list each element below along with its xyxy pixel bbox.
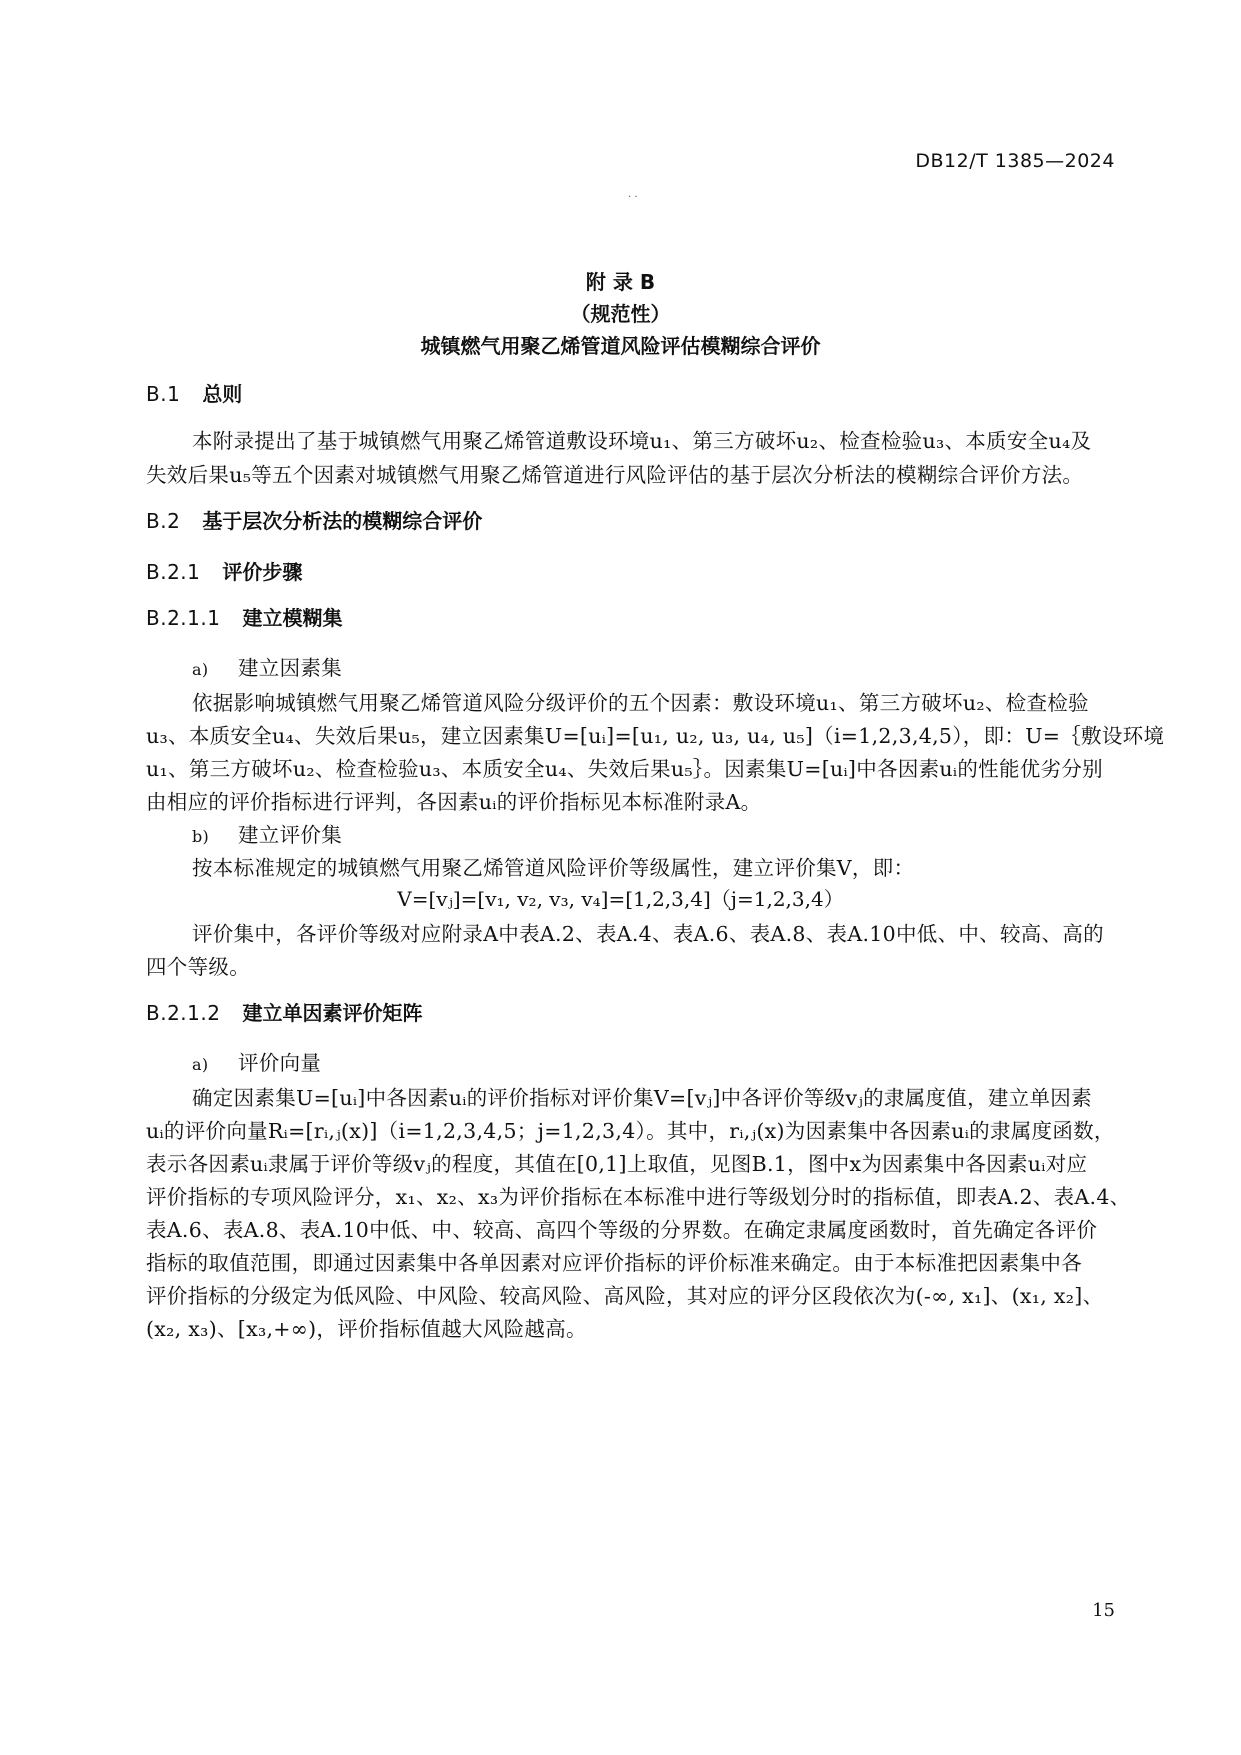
section-b1-heading xyxy=(146,378,242,407)
section-number: B.2.1 xyxy=(146,560,201,584)
section-b21-heading xyxy=(146,556,302,585)
paragraph-line: 按本标准规定的城镇燃气用聚乙烯管道风险评价等级属性，建立评价集V，即： xyxy=(192,856,915,880)
section-title: 建立单因素评价矩阵 xyxy=(242,1001,423,1025)
paragraph-line: 本附录提出了基于城镇燃气用聚乙烯管道敷设环境u₁、第三方破坏u₂、检查检验u₃、本质安全u₄及 xyxy=(192,429,1092,453)
paragraph-line: 依据影响城镇燃气用聚乙烯管道风险分级评价的五个因素：敷设环境u₁、第三方破坏u₂、检查检验 xyxy=(192,691,1089,715)
list-item-a xyxy=(192,1046,321,1076)
list-label: 建立因素集 xyxy=(238,656,342,680)
section-number: B.1 xyxy=(146,382,181,406)
paragraph-line: 失效后果u₅等五个因素对城镇燃气用聚乙烯管道进行风险评估的基于层次分析法的模糊综合评价方法。 xyxy=(146,463,1084,487)
formula-evaluation-set: V=[vⱼ]=[v₁, v₂, v₃, v₄]=[1,2,3,4]（j=1,2,3,4） xyxy=(397,887,844,911)
annex-type: （规范性） xyxy=(570,302,671,326)
list-label: 评价向量 xyxy=(238,1051,322,1075)
paragraph-line: uᵢ的评价向量Rᵢ=[rᵢ,ⱼ(x)]（i=1,2,3,4,5；j=1,2,3,4）。其中，rᵢ,ⱼ(x)为因素集中各因素uᵢ的隶属度函数， xyxy=(146,1119,1115,1143)
list-marker: a) xyxy=(192,1055,209,1074)
page-number: 15 xyxy=(1092,1600,1115,1621)
section-b212-heading xyxy=(146,997,422,1026)
section-title: 基于层次分析法的模糊综合评价 xyxy=(202,509,483,533)
annex-name: 城镇燃气用聚乙烯管道风险评估模糊综合评价 xyxy=(420,334,821,358)
paragraph-line: 由相应的评价指标进行评判，各因素uᵢ的评价指标见本标准附录A。 xyxy=(146,790,762,814)
section-title: 建立模糊集 xyxy=(242,606,343,630)
paragraph-line: 四个等级。 xyxy=(146,955,250,979)
section-number: B.2 xyxy=(146,509,181,533)
annex-title: 附 录 B xyxy=(585,270,656,294)
header-dots: · · xyxy=(628,192,638,203)
section-b2-heading xyxy=(146,505,482,534)
paragraph-line: 表示各因素uᵢ隶属于评价等级vⱼ的程度，其值在[0,1]上取值，见图B.1，图中x为因素集中各因素uᵢ对应 xyxy=(146,1152,1088,1176)
document-code: DB12/T 1385—2024 xyxy=(915,150,1115,172)
section-title: 评价步骤 xyxy=(222,560,303,584)
list-item-a xyxy=(192,651,342,681)
paragraph-line: 评价指标的分级定为低风险、中风险、较高风险、高风险，其对应的评分区段依次为(-∞, x₁]、(x₁, x₂]、 xyxy=(146,1284,1104,1308)
paragraph-line: u₃、本质安全u₄、失效后果u₅，建立因素集U=[uᵢ]=[u₁, u₂, u₃, u₄, u₅]（i=1,2,3,4,5），即：U=｛敷设环境 xyxy=(146,724,1165,748)
paragraph-line: 评价指标的专项风险评分，x₁、x₂、x₃为评价指标在本标准中进行等级划分时的指标值，即表A.2、表A.4、 xyxy=(146,1185,1131,1209)
paragraph-line: 确定因素集U=[uᵢ]中各因素uᵢ的评价指标对评价集V=[vⱼ]中各评价等级vⱼ的隶属度值，建立单因素 xyxy=(192,1086,1092,1110)
paragraph-line: 评价集中，各评价等级对应附录A中表A.2、表A.4、表A.6、表A.8、表A.10中低、中、较高、高的 xyxy=(192,922,1104,946)
section-number: B.2.1.2 xyxy=(146,1001,221,1025)
list-marker: a) xyxy=(192,660,209,679)
section-b211-heading xyxy=(146,602,342,631)
section-title: 总则 xyxy=(202,382,243,406)
paragraph-line: (x₂, x₃)、[x₃,+∞)，评价指标值越大风险越高。 xyxy=(146,1317,587,1341)
section-number: B.2.1.1 xyxy=(146,606,221,630)
list-label: 建立评价集 xyxy=(238,823,342,847)
paragraph-line: u₁、第三方破坏u₂、检查检验u₃、本质安全u₄、失效后果u₅｝。因素集U=[uᵢ]中各因素uᵢ的性能优劣分别 xyxy=(146,757,1103,781)
list-marker: b) xyxy=(192,827,210,846)
paragraph-line: 表A.6、表A.8、表A.10中低、中、较高、高四个等级的分界数。在确定隶属度函数时，首先确定各评价 xyxy=(146,1218,1098,1242)
list-item-b xyxy=(192,818,342,848)
paragraph-line: 指标的取值范围，即通过因素集中各单因素对应评价指标的评价标准来确定。由于本标准把因素集中各 xyxy=(146,1251,1082,1275)
